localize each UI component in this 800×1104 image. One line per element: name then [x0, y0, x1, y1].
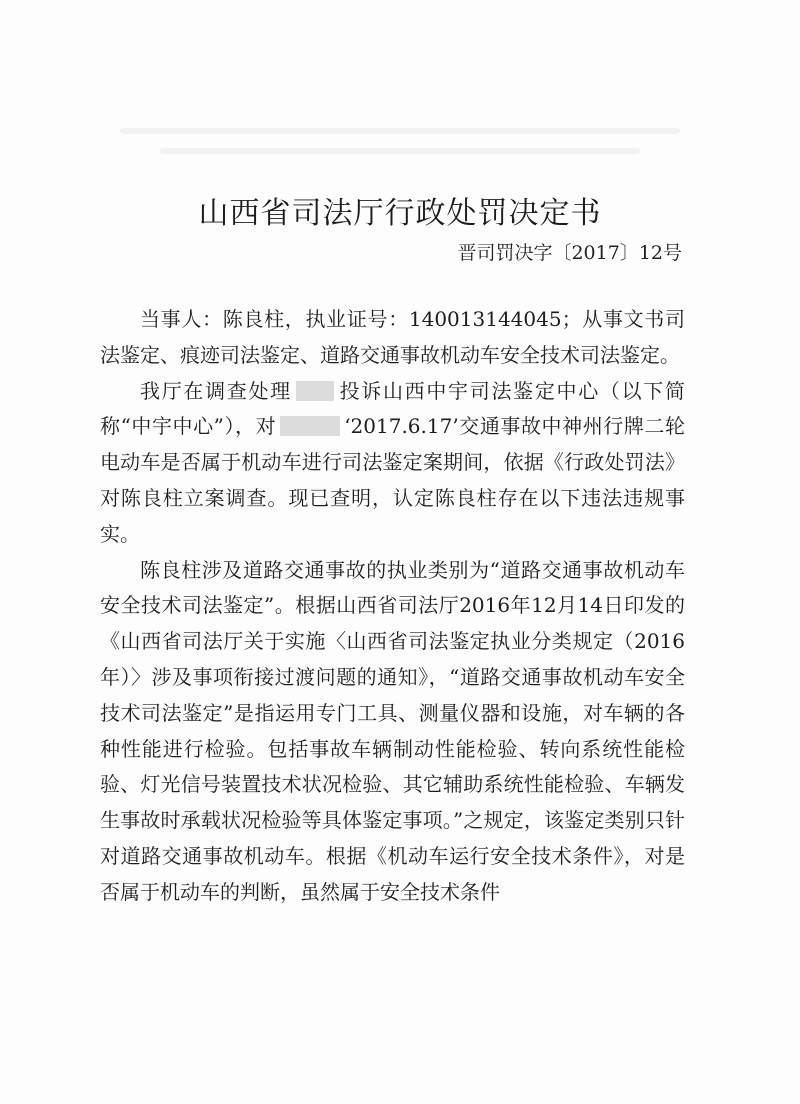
paragraph-text: ‘2017.6.17’交通事故中神州行牌二轮电动车是否属于机动车进行司法鉴定案期间，依据《行政处罚法》对陈良柱立案调查。现已查明，认定陈良柱存在以下违法违规事实。	[100, 414, 685, 546]
document-title: 山西省司法厅行政处罚决定书	[198, 196, 602, 231]
document-number: 晋司罚决字〔2017〕12号	[457, 242, 682, 264]
party-paragraph: 当事人：陈良柱，执业证号：140013144045；从事文书司法鉴定、痕迹司法鉴定、道路交通事故机动车安全技术司法鉴定。	[100, 307, 685, 367]
paragraph-text: 我厅在调查处理	[140, 378, 292, 403]
redaction-block	[296, 381, 334, 401]
redaction-block	[280, 416, 340, 436]
bleed-through-mark	[160, 148, 640, 154]
paragraph-text: 投诉山西中宇司法鉴定中心（以下简称“中宇中心”），对	[100, 378, 686, 439]
bleed-through-mark	[120, 128, 680, 134]
document-body	[100, 302, 685, 911]
investigation-paragraph	[100, 374, 685, 553]
facts-paragraph: 陈良柱涉及道路交通事故的执业类别为“道路交通事故机动车安全技术司法鉴定”。根据山西省司法厅2016年12月14日印发的《山西省司法厅关于实施〈山西省司法鉴定执业分类规定（2016年）〉涉及事项衔接过渡问题的通知》，“道路交通事故机动车安全技术司法鉴定”是指运用专门工具、测量仪器和设施，对车辆的各种性能进行检验。包括事故车辆制动性能检验、转向系统性能检验、灯光信号装置技术状况检验、其它辅助系统性能检验、车辆发生事故时承载状况检验等具体鉴定事项。”之规定，该鉴定类别只针对道路交通事故机动车。根据《机动车运行安全技术条件》，对是否属于机动车的判断，虽然属于安全技术条件	[100, 557, 685, 904]
